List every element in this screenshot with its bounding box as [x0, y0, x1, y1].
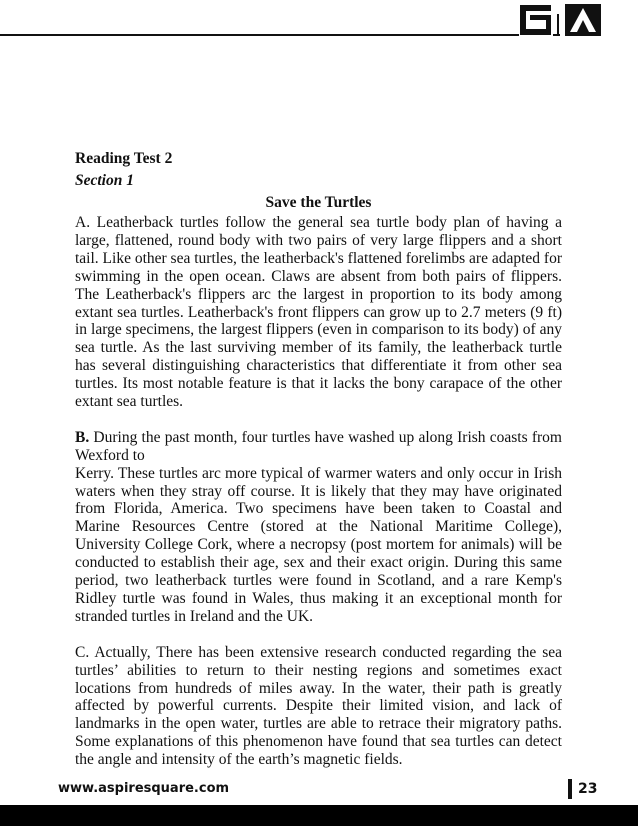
passage-title: Save the Turtles [265, 194, 372, 211]
paragraph-b: Kerry. These turtles arc more typical of warmer waters and only occur in Irish waters when they stray off course. It is likely that they may have originated from Florida, America. Two specimens have been taken to Coastal and Marine Resources Centre (stored at the National Maritime College), University College Cork, where a necropsy (post mortem for animals) will be conducted to establish their age, sex and their exact origin. During this same period, two leatherback turtles were found in Scotland, and a rare Kemp's Ridley turtle was found in Wales, thus making it an exceptional month for stranded turtles in Ireland and the UK. [75, 464, 562, 625]
reading-test-heading: Reading Test 2 [75, 150, 173, 167]
paragraph-b-first-line [75, 429, 562, 465]
paragraph-c: C. Actually, There has been extensive research conducted regarding the sea turtles’ abilities to return to their nesting regions and sometimes exact locations from hundreds of miles away. In the water, their path is greatly affected by powerful currents. Despite their limited vision, and lack of landmarks in the open water, turtles are able to retrace their migratory paths. Some explanations of this phenomenon have found that sea turtles can detect the angle and intensity of the earth’s magnetic fields. [75, 643, 562, 769]
document-body [75, 148, 562, 769]
footer-website: www.aspiresquare.com [58, 781, 230, 796]
paragraph-a: A. Leatherback turtles follow the general sea turtle body plan of having a large, flattened, round body with two pairs of very large flippers and a short tail. Like other sea turtles, the leatherback's flattened forelimbs are adapted for swimming in the open ocean. Claws are absent from both pairs of flippers. The Leatherback's flippers arc the largest in proportion to its body among extant sea turtles. Leatherback's front flippers can grow up to 2.7 meters (9 ft) in large specimens, the largest flippers (even in comparison to its body) of any sea turtle. As the last surviving member of its family, the leatherback turtle has several distinguishing characteristics that differentiate it from other sea turtles. Its most notable feature is that it lacks the bony carapace of the other extant sea turtles. [75, 214, 562, 411]
paragraph-b-label: B. [75, 428, 90, 446]
section-heading: Section 1 [75, 172, 134, 189]
cs-a-logo-icon [519, 4, 601, 36]
header-rule [0, 34, 560, 36]
footer-band [0, 805, 638, 826]
page-number: 23 [578, 781, 598, 797]
footer-divider [568, 779, 572, 799]
paragraph-b-line1: During the past month, four turtles have washed up along Irish coasts from Wexford to [75, 428, 562, 464]
